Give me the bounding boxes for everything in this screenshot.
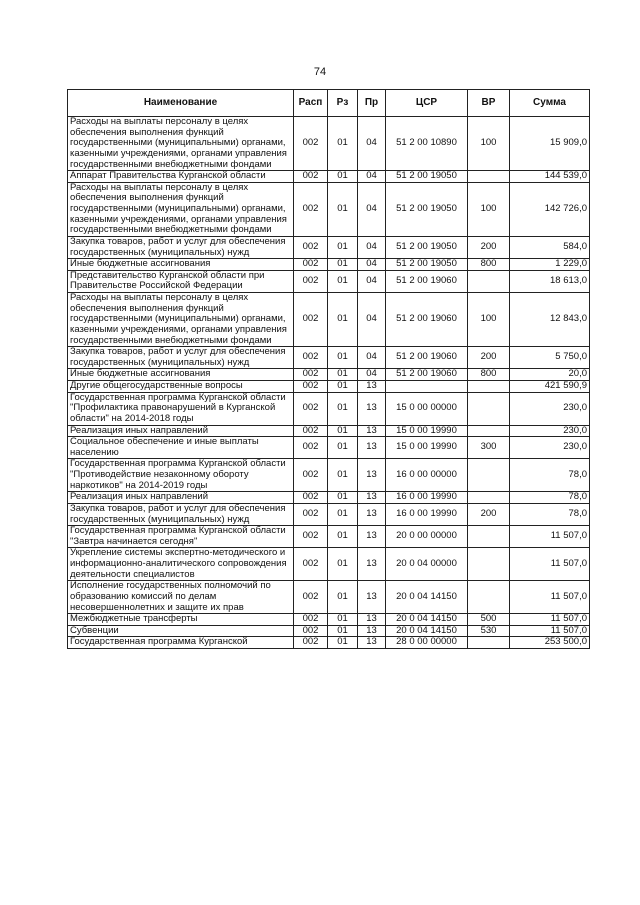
cell-rasp: 002 bbox=[294, 526, 328, 548]
header-name: Наименование bbox=[68, 90, 294, 117]
cell-name: Социальное обеспечение и иные выплаты населению bbox=[68, 437, 294, 459]
cell-rz: 01 bbox=[328, 381, 358, 393]
cell-rasp: 002 bbox=[294, 625, 328, 637]
cell-csr: 51 2 00 19050 bbox=[386, 259, 468, 271]
table-row bbox=[68, 625, 590, 637]
cell-rasp: 002 bbox=[294, 425, 328, 437]
cell-sum: 11 507,0 bbox=[510, 581, 590, 614]
cell-sum: 11 507,0 bbox=[510, 526, 590, 548]
cell-rasp: 002 bbox=[294, 492, 328, 504]
cell-sum: 230,0 bbox=[510, 425, 590, 437]
cell-rasp: 002 bbox=[294, 437, 328, 459]
cell-pr: 04 bbox=[358, 117, 386, 171]
cell-csr: 15 0 00 19990 bbox=[386, 425, 468, 437]
cell-vr: 100 bbox=[468, 293, 510, 347]
header-sum: Сумма bbox=[510, 90, 590, 117]
cell-sum: 78,0 bbox=[510, 459, 590, 492]
table-row bbox=[68, 259, 590, 271]
cell-rz: 01 bbox=[328, 581, 358, 614]
cell-name: Расходы на выплаты персоналу в целях обеспечения выполнения функций государственными (муниципальными) органами, казенными учреждениями, органами управления государственными внебюджетными фондами bbox=[68, 293, 294, 347]
cell-pr: 13 bbox=[358, 625, 386, 637]
cell-rz: 01 bbox=[328, 347, 358, 369]
header-csr: ЦСР bbox=[386, 90, 468, 117]
cell-vr bbox=[468, 171, 510, 183]
header-pr: Пр bbox=[358, 90, 386, 117]
table-row bbox=[68, 236, 590, 258]
cell-name: Другие общегосударственные вопросы bbox=[68, 381, 294, 393]
cell-pr: 04 bbox=[358, 171, 386, 183]
table-row bbox=[68, 347, 590, 369]
cell-rz: 01 bbox=[328, 437, 358, 459]
cell-rasp: 002 bbox=[294, 347, 328, 369]
cell-sum: 253 500,0 bbox=[510, 637, 590, 649]
cell-name: Реализация иных направлений bbox=[68, 425, 294, 437]
cell-sum: 11 507,0 bbox=[510, 548, 590, 581]
cell-rasp: 002 bbox=[294, 614, 328, 626]
cell-vr bbox=[468, 381, 510, 393]
table-row bbox=[68, 459, 590, 492]
cell-sum: 1 229,0 bbox=[510, 259, 590, 271]
cell-rz: 01 bbox=[328, 625, 358, 637]
cell-csr: 51 2 00 19050 bbox=[386, 171, 468, 183]
cell-sum: 11 507,0 bbox=[510, 614, 590, 626]
cell-rasp: 002 bbox=[294, 503, 328, 525]
cell-vr bbox=[468, 548, 510, 581]
cell-rz: 01 bbox=[328, 270, 358, 292]
cell-vr bbox=[468, 637, 510, 649]
cell-csr: 51 2 00 19060 bbox=[386, 270, 468, 292]
cell-rasp: 002 bbox=[294, 392, 328, 425]
cell-rz: 01 bbox=[328, 293, 358, 347]
cell-name: Закупка товаров, работ и услуг для обеспечения государственных (муниципальных) нужд bbox=[68, 236, 294, 258]
cell-rasp: 002 bbox=[294, 459, 328, 492]
cell-name: Государственная программа Курганской области "Завтра начинается сегодня" bbox=[68, 526, 294, 548]
cell-sum: 18 613,0 bbox=[510, 270, 590, 292]
cell-sum: 144 539,0 bbox=[510, 171, 590, 183]
table-header-row bbox=[68, 90, 590, 117]
cell-name: Закупка товаров, работ и услуг для обеспечения государственных (муниципальных) нужд bbox=[68, 347, 294, 369]
table-row bbox=[68, 117, 590, 171]
cell-csr: 51 2 00 10890 bbox=[386, 117, 468, 171]
cell-pr: 13 bbox=[358, 492, 386, 504]
cell-csr: 51 2 00 19060 bbox=[386, 293, 468, 347]
cell-csr bbox=[386, 381, 468, 393]
cell-vr: 800 bbox=[468, 259, 510, 271]
table-row bbox=[68, 369, 590, 381]
cell-vr bbox=[468, 425, 510, 437]
cell-pr: 13 bbox=[358, 548, 386, 581]
cell-vr bbox=[468, 270, 510, 292]
cell-rz: 01 bbox=[328, 236, 358, 258]
cell-pr: 13 bbox=[358, 581, 386, 614]
cell-pr: 04 bbox=[358, 259, 386, 271]
cell-rz: 01 bbox=[328, 503, 358, 525]
cell-rz: 01 bbox=[328, 637, 358, 649]
cell-sum: 230,0 bbox=[510, 437, 590, 459]
table-row bbox=[68, 492, 590, 504]
budget-table bbox=[67, 89, 590, 649]
table-row bbox=[68, 503, 590, 525]
cell-name: Государственная программа Курганской области "Противодействие незаконному обороту наркотиков" на 2014-2019 годы bbox=[68, 459, 294, 492]
cell-rz: 01 bbox=[328, 548, 358, 581]
cell-csr: 51 2 00 19050 bbox=[386, 182, 468, 236]
table-row bbox=[68, 614, 590, 626]
cell-csr: 20 0 04 14150 bbox=[386, 614, 468, 626]
cell-vr: 300 bbox=[468, 437, 510, 459]
cell-rz: 01 bbox=[328, 117, 358, 171]
cell-pr: 04 bbox=[358, 369, 386, 381]
table-row bbox=[68, 171, 590, 183]
cell-name: Государственная программа Курганской bbox=[68, 637, 294, 649]
cell-rasp: 002 bbox=[294, 117, 328, 171]
cell-rz: 01 bbox=[328, 614, 358, 626]
cell-name: Иные бюджетные ассигнования bbox=[68, 369, 294, 381]
cell-vr: 100 bbox=[468, 117, 510, 171]
cell-csr: 16 0 00 19990 bbox=[386, 503, 468, 525]
cell-rz: 01 bbox=[328, 259, 358, 271]
cell-csr: 16 0 00 00000 bbox=[386, 459, 468, 492]
cell-vr bbox=[468, 492, 510, 504]
cell-vr: 100 bbox=[468, 182, 510, 236]
cell-rasp: 002 bbox=[294, 259, 328, 271]
cell-csr: 16 0 00 19990 bbox=[386, 492, 468, 504]
cell-pr: 04 bbox=[358, 236, 386, 258]
cell-rasp: 002 bbox=[294, 236, 328, 258]
cell-sum: 421 590,9 bbox=[510, 381, 590, 393]
cell-rz: 01 bbox=[328, 369, 358, 381]
cell-vr: 500 bbox=[468, 614, 510, 626]
cell-name: Представительство Курганской области при Правительстве Российской Федерации bbox=[68, 270, 294, 292]
cell-rz: 01 bbox=[328, 492, 358, 504]
cell-name: Расходы на выплаты персоналу в целях обеспечения выполнения функций государственными (муниципальными) органами, казенными учреждениями, органами управления государственными внебюджетными фондами bbox=[68, 117, 294, 171]
cell-name: Исполнение государственных полномочий по образованию комиссий по делам несовершеннолетних и защите их прав bbox=[68, 581, 294, 614]
cell-pr: 13 bbox=[358, 614, 386, 626]
cell-name: Закупка товаров, работ и услуг для обеспечения государственных (муниципальных) нужд bbox=[68, 503, 294, 525]
cell-rasp: 002 bbox=[294, 293, 328, 347]
cell-rasp: 002 bbox=[294, 548, 328, 581]
cell-pr: 04 bbox=[358, 347, 386, 369]
cell-name: Реализация иных направлений bbox=[68, 492, 294, 504]
cell-rasp: 002 bbox=[294, 381, 328, 393]
cell-vr: 200 bbox=[468, 236, 510, 258]
cell-csr: 20 0 04 00000 bbox=[386, 548, 468, 581]
cell-sum: 5 750,0 bbox=[510, 347, 590, 369]
cell-name: Субвенции bbox=[68, 625, 294, 637]
table-row bbox=[68, 637, 590, 649]
cell-rz: 01 bbox=[328, 425, 358, 437]
cell-pr: 13 bbox=[358, 437, 386, 459]
cell-pr: 13 bbox=[358, 503, 386, 525]
cell-pr: 04 bbox=[358, 182, 386, 236]
cell-csr: 51 2 00 19050 bbox=[386, 236, 468, 258]
cell-name: Укрепление системы экспертно-методического и информационно-аналитического сопровождения деятельности специалистов bbox=[68, 548, 294, 581]
cell-sum: 11 507,0 bbox=[510, 625, 590, 637]
cell-name: Иные бюджетные ассигнования bbox=[68, 259, 294, 271]
header-rz: Рз bbox=[328, 90, 358, 117]
cell-sum: 15 909,0 bbox=[510, 117, 590, 171]
cell-rz: 01 bbox=[328, 171, 358, 183]
cell-sum: 584,0 bbox=[510, 236, 590, 258]
cell-vr: 200 bbox=[468, 503, 510, 525]
cell-name: Расходы на выплаты персоналу в целях обеспечения выполнения функций государственными (муниципальными) органами, казенными учреждениями, органами управления государственными внебюджетными фондами bbox=[68, 182, 294, 236]
cell-vr: 200 bbox=[468, 347, 510, 369]
cell-pr: 13 bbox=[358, 459, 386, 492]
table-row bbox=[68, 392, 590, 425]
cell-rz: 01 bbox=[328, 392, 358, 425]
page-number: 74 bbox=[313, 66, 327, 78]
cell-name: Государственная программа Курганской области "Профилактика правонарушений в Курганской области" на 2014-2018 годы bbox=[68, 392, 294, 425]
cell-rz: 01 bbox=[328, 182, 358, 236]
cell-pr: 13 bbox=[358, 392, 386, 425]
cell-rz: 01 bbox=[328, 459, 358, 492]
table-row bbox=[68, 548, 590, 581]
cell-rasp: 002 bbox=[294, 171, 328, 183]
cell-csr: 20 0 04 14150 bbox=[386, 625, 468, 637]
cell-csr: 51 2 00 19060 bbox=[386, 347, 468, 369]
cell-sum: 12 843,0 bbox=[510, 293, 590, 347]
cell-sum: 142 726,0 bbox=[510, 182, 590, 236]
table-row bbox=[68, 581, 590, 614]
table-row bbox=[68, 437, 590, 459]
cell-vr bbox=[468, 581, 510, 614]
cell-rasp: 002 bbox=[294, 369, 328, 381]
cell-name: Аппарат Правительства Курганской области bbox=[68, 171, 294, 183]
cell-csr: 15 0 00 00000 bbox=[386, 392, 468, 425]
table-row bbox=[68, 270, 590, 292]
cell-csr: 20 0 04 14150 bbox=[386, 581, 468, 614]
cell-vr: 530 bbox=[468, 625, 510, 637]
cell-pr: 13 bbox=[358, 526, 386, 548]
table-row bbox=[68, 293, 590, 347]
cell-csr: 20 0 00 00000 bbox=[386, 526, 468, 548]
cell-vr bbox=[468, 392, 510, 425]
table-row bbox=[68, 381, 590, 393]
cell-sum: 20,0 bbox=[510, 369, 590, 381]
cell-rasp: 002 bbox=[294, 637, 328, 649]
table-row bbox=[68, 526, 590, 548]
cell-vr: 800 bbox=[468, 369, 510, 381]
cell-rz: 01 bbox=[328, 526, 358, 548]
cell-csr: 28 0 00 00000 bbox=[386, 637, 468, 649]
cell-rasp: 002 bbox=[294, 182, 328, 236]
header-vr: ВР bbox=[468, 90, 510, 117]
cell-name: Межбюджетные трансферты bbox=[68, 614, 294, 626]
cell-pr: 13 bbox=[358, 425, 386, 437]
cell-vr bbox=[468, 526, 510, 548]
cell-vr bbox=[468, 459, 510, 492]
cell-sum: 78,0 bbox=[510, 503, 590, 525]
cell-pr: 13 bbox=[358, 381, 386, 393]
cell-rasp: 002 bbox=[294, 581, 328, 614]
cell-csr: 51 2 00 19060 bbox=[386, 369, 468, 381]
cell-pr: 04 bbox=[358, 293, 386, 347]
table-row bbox=[68, 182, 590, 236]
cell-pr: 13 bbox=[358, 637, 386, 649]
cell-csr: 15 0 00 19990 bbox=[386, 437, 468, 459]
cell-rasp: 002 bbox=[294, 270, 328, 292]
cell-pr: 04 bbox=[358, 270, 386, 292]
cell-sum: 78,0 bbox=[510, 492, 590, 504]
table-row bbox=[68, 425, 590, 437]
cell-sum: 230,0 bbox=[510, 392, 590, 425]
header-rasp: Расп bbox=[294, 90, 328, 117]
